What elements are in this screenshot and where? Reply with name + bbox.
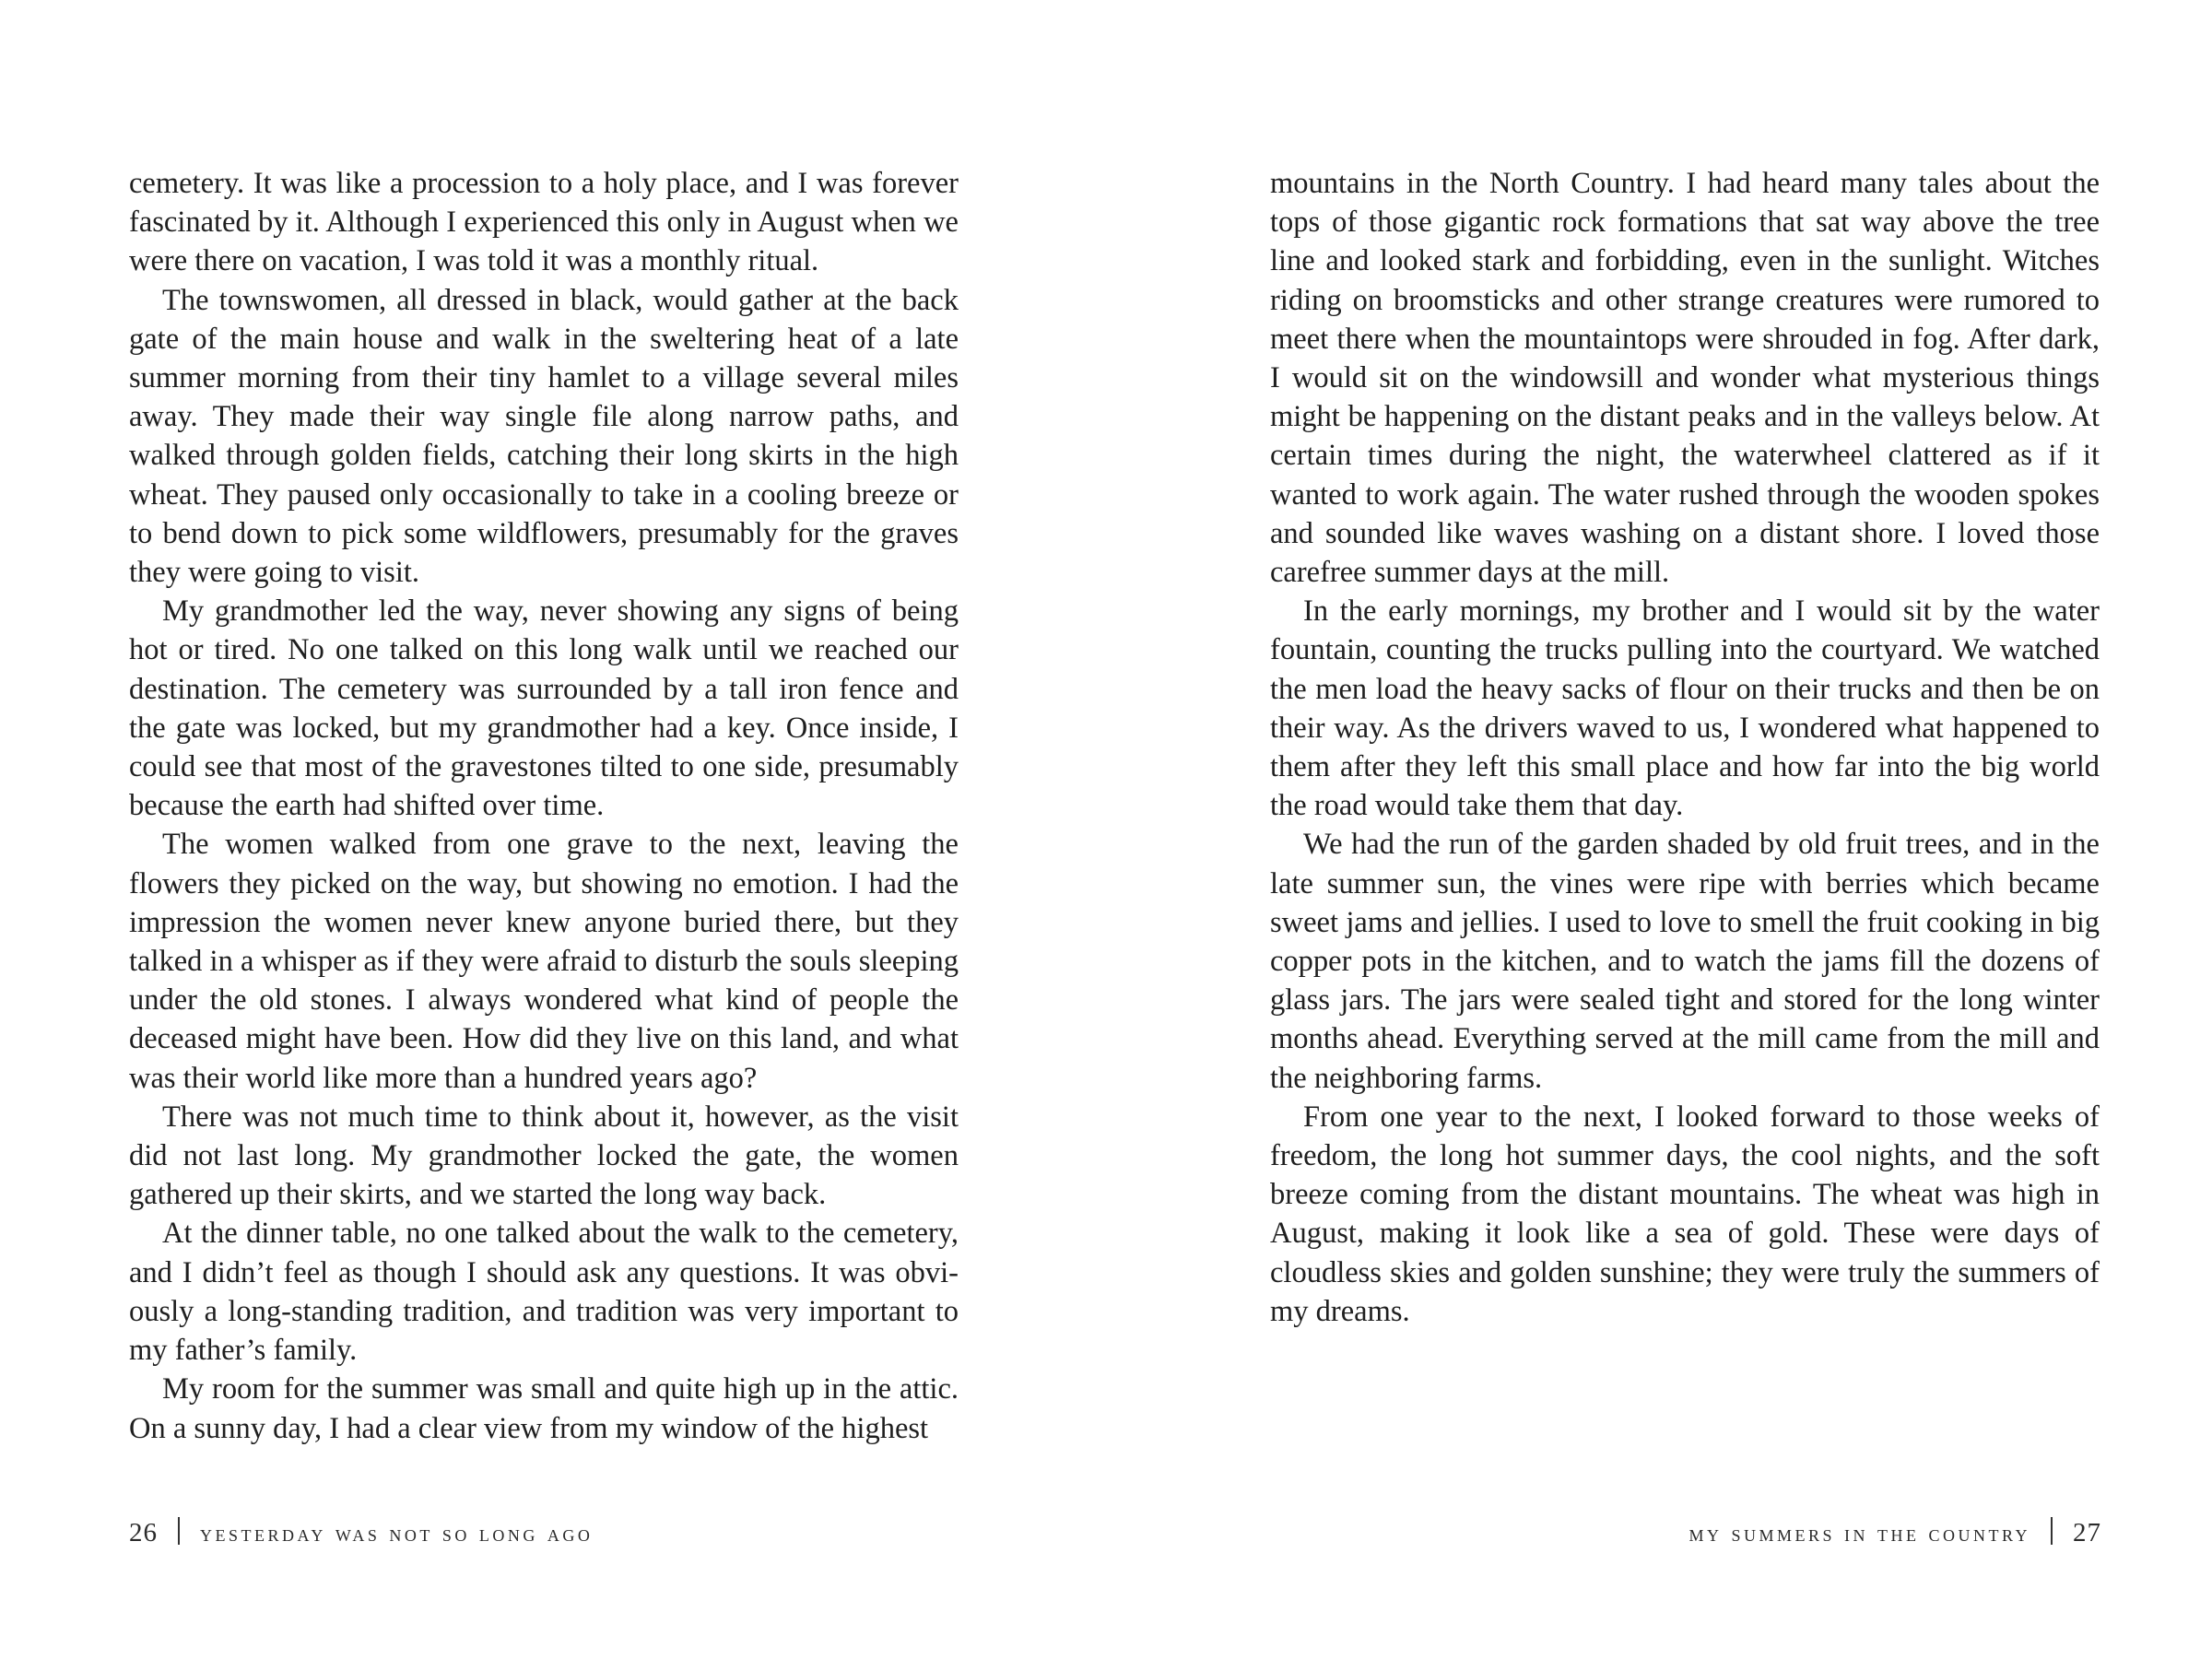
paragraph: There was not much time to think about it, however, as the visit did not last long. My grandmother locked the gate, the women gathered up their skirts, and we started the long way back. <box>129 1100 959 1212</box>
paragraph: We had the run of the garden shaded by old fruit trees, and in the late summer sun, the vines were ripe with berries which became sweet jams and jellies. I used to love to smell the fruit cooking in big copper pots in the kitchen, and to watch the jams fill the dozens of glass jars. The jars were sealed tight and stored for the long winter months ahead. Everything served at the mill came from the mill and the neighboring farms. <box>1270 828 2100 1095</box>
left-page-body <box>129 164 959 1448</box>
paragraph: In the early mornings, my brother and I would sit by the water fountain, counting the trucks pulling into the courtyard. We watched the men load the heavy sacks of flour on their trucks and then be on their way. As the drivers waved to us, I wondered what happened to them after they left this small place and how far into the big world the road would take them that day. <box>1270 594 2100 823</box>
left-page-footer <box>129 1517 593 1547</box>
footer-separator <box>2051 1517 2053 1545</box>
paragraph: mountains in the North Country. I had heard many tales about the tops of those gigantic rock formations that sat way above the tree line and looked stark and forbidding, even in the sunlight. Witches riding on broomsticks and other strange creatures were rumored to meet there when the mountaintops were shrouded in fog. After dark, I would sit on the windowsill and wonder what mysterious things might be happening on the distant peaks and in the valleys below. At certain times during the night, the waterwheel clattered as if it wanted to work again. The water rushed through the wooden spokes and sounded like waves washing on a distant shore. I loved those carefree summer days at the mill. <box>1270 167 2100 590</box>
right-page <box>1106 0 2212 1659</box>
paragraph: The townswomen, all dressed in black, would gather at the back gate of the main house and walk in the sweltering heat of a late summer morning from their tiny hamlet to a village several miles away. They made their way single file along narrow paths, and walked through golden fields, catching their long skirts in the high wheat. They paused only occasionally to take in a cooling breeze or to bend down to pick some wildflowers, presumably for the graves they were going to visit. <box>129 283 959 590</box>
paragraph: At the dinner table, no one talked about the walk to the cemetery, and I didn’t feel as though I should ask any questions. It was obviously a long-standing tradition, and tradition was very important to my father’s family. <box>129 1217 959 1368</box>
right-page-body <box>1270 164 2100 1331</box>
footer-separator <box>178 1517 180 1545</box>
right-page-footer <box>1688 1517 2101 1547</box>
page-number: 27 <box>2073 1518 2101 1547</box>
paragraph: My grandmother led the way, never showing any signs of being hot or tired. No one talked on this long walk until we reached our destination. The cemetery was surrounded by a tall iron fence and the gate was locked, but my grandmother had a key. Once inside, I could see that most of the gravestones tilted to one side, presumably because the earth had shifted over time. <box>129 594 959 823</box>
page-number: 26 <box>129 1518 158 1547</box>
paragraph: My room for the summer was small and quite high up in the attic. On a sunny day, I had a clear view from my window of the highest <box>129 1372 959 1445</box>
paragraph: From one year to the next, I looked forward to those weeks of freedom, the long hot summer days, the cool nights, and the soft breeze coming from the distant mountains. The wheat was high in August, making it look like a sea of gold. These were days of cloudless skies and golden sunshine; they were truly the summers of my dreams. <box>1270 1100 2100 1328</box>
paragraph: The women walked from one grave to the next, leaving the flowers they picked on the way, but showing no emotion. I had the impression the women never knew anyone buried there, but they talked in a whisper as if they were afraid to disturb the souls sleeping under the old stones. I always wondered what kind of people the deceased might have been. How did they live on this land, and what was their world like more than a hundred years ago? <box>129 828 959 1095</box>
running-head: my summers in the country <box>1688 1520 2030 1547</box>
running-head: yesterday was not so long ago <box>200 1520 594 1547</box>
paragraph: cemetery. It was like a procession to a holy place, and I was forever fascinated by it. Although I experienced this only in August when we were there on vacation, I was told it was a monthly ritual. <box>129 167 959 278</box>
